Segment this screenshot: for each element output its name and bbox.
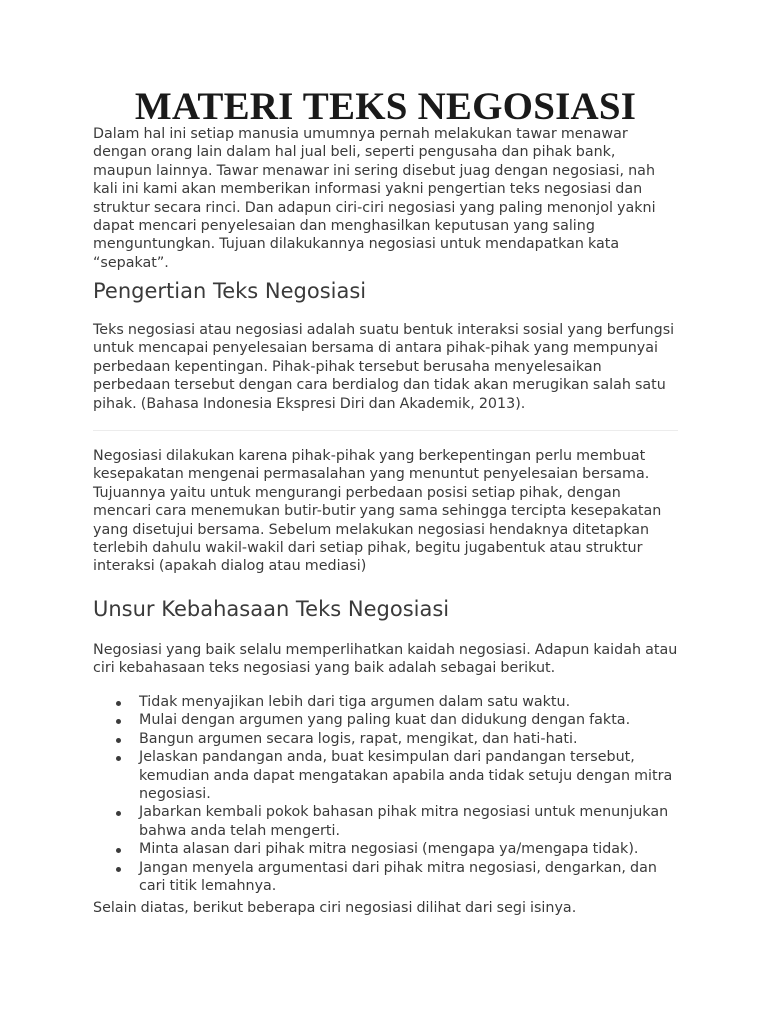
list-item-text: Jabarkan kembali pokok bahasan pihak mitra negosiasi untuk menunjukan bahwa anda telah mengerti.	[139, 804, 669, 839]
section-divider	[93, 430, 678, 431]
document-title: MATERI TEKS NEGOSIASI	[134, 85, 637, 128]
pengertian-paragraph-2: Negosiasi dilakukan karena pihak-pihak yang berkepentingan perlu membuat kesepakatan mengenai permasalahan yang menuntut penyelesaian bersama. Tujuannya yaitu untuk mengurangi perbedaan posisi setiap pihak, dengan mencari cara menemukan butir-butir yang sama sehingga tercipta kesepakatan yang disetujui bersama. Sebelum melakukan negosiasi hendaknya ditetapkan terlebih dahulu wakil-wakil dari setiap pihak, begitu jugabentuk atau struktur interaksi (apakah dialog atau mediasi)	[93, 448, 662, 575]
kaidah-list	[93, 693, 678, 895]
list-item-text: Tidak menyajikan lebih dari tiga argumen dalam satu waktu.	[139, 694, 571, 710]
list-item-text: Mulai dengan argumen yang paling kuat dan didukung dengan fakta.	[139, 712, 631, 729]
bullet-icon	[116, 738, 121, 743]
list-item	[93, 693, 678, 711]
section-heading-unsur-kebahasaan: Unsur Kebahasaan Teks Negosiasi	[93, 597, 450, 621]
bullet-icon	[116, 701, 121, 706]
list-item-text: Bangun argumen secara logis, rapat, mengikat, dan hati-hati.	[139, 730, 578, 747]
section-heading-pengertian: Pengertian Teks Negosiasi	[93, 279, 367, 303]
list-item	[93, 859, 678, 896]
pengertian-paragraph-1: Teks negosiasi atau negosiasi adalah suatu bentuk interaksi sosial yang berfungsi untuk mencapai penyelesaian bersama di antara pihak-pihak yang mempunyai perbedaan kepentingan. Pihak-pihak tersebut berusaha menyelesaikan perbedaan tersebut dengan cara berdialog dan tidak akan merugikan salah satu pihak. (Bahasa Indonesia Ekspresi Diri dan Akademik, 2013).	[93, 322, 675, 412]
unsur-intro-paragraph: Negosiasi yang baik selalu memperlihatkan kaidah negosiasi. Adapun kaidah atau ciri kebahasaan teks negosiasi yang baik adalah sebagai berikut.	[93, 642, 678, 677]
bullet-icon	[116, 719, 121, 724]
bullet-icon	[116, 811, 121, 816]
list-item-text: Jangan menyela argumentasi dari pihak mitra negosiasi, dengarkan, dan cari titik lemahnya.	[139, 859, 657, 895]
list-item-text: Jelaskan pandangan anda, buat kesimpulan dari pandangan tersebut, kemudian anda dapat mengatakan apabila anda tidak setuju dengan mitra negosiasi.	[139, 749, 673, 803]
list-item	[93, 711, 678, 729]
list-item	[93, 803, 678, 840]
list-item	[93, 748, 678, 803]
closing-paragraph: Selain diatas, berikut beberapa ciri negosiasi dilihat dari segi isinya.	[93, 900, 577, 916]
bullet-icon	[116, 867, 121, 872]
list-item	[93, 840, 678, 858]
list-item	[93, 730, 678, 748]
intro-paragraph: Dalam hal ini setiap manusia umumnya pernah melakukan tawar menawar dengan orang lain dalam hal jual beli, seperti pengusaha dan pihak bank, maupun lainnya. Tawar menawar ini sering disebut juag dengan negosiasi, nah kali ini kami akan memberikan informasi yakni pengertian teks negosiasi dan struktur secara rinci. Dan adapun ciri-ciri negosiasi yang paling menonjol yakni dapat mencari penyelesaian dan menghasilkan keputusan yang saling menguntungkan. Tujuan dilakukannya negosiasi untuk mendapatkan kata “sepakat”.	[93, 126, 656, 271]
list-item-text: Minta alasan dari pihak mitra negosiasi (mengapa ya/mengapa tidak).	[139, 841, 639, 858]
bullet-icon	[116, 756, 121, 761]
bullet-icon	[116, 848, 121, 853]
